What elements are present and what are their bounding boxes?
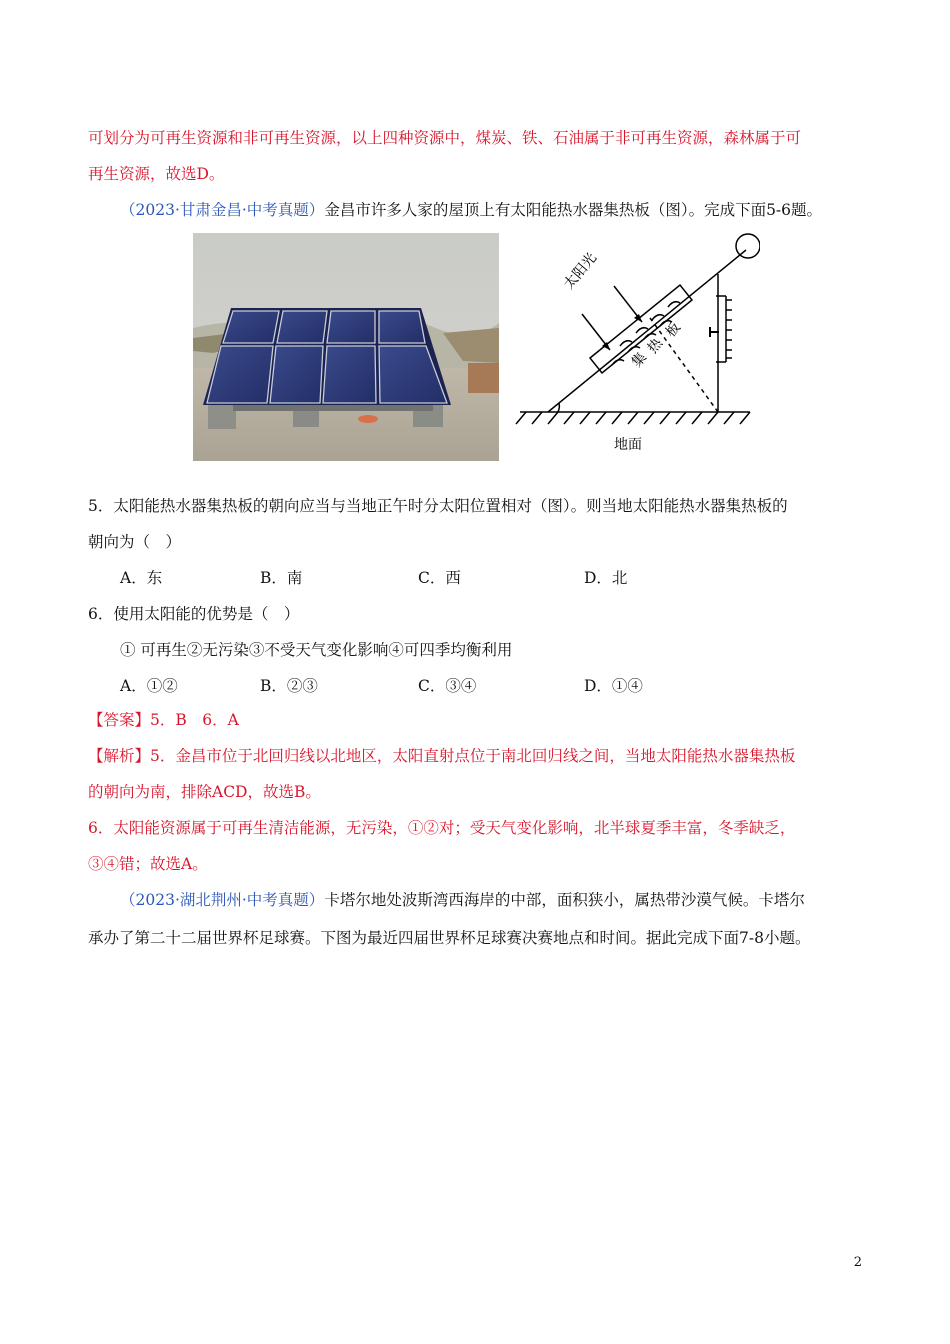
- question-7-8-line-2: 承办了第二十二届世界杯足球赛。下图为最近四届世界杯足球赛决赛地点和时间。据此完成下面7-8小题。: [88, 929, 811, 947]
- question-stem: 卡塔尔地处波斯湾西海岸的中部，面积狭小，属热带沙漠气候。卡塔尔: [324, 891, 805, 909]
- option-5-d: D．北: [584, 569, 628, 587]
- source-tag: （2023·甘肃金昌·中考真题）: [120, 201, 325, 219]
- option-6-d: D．①④: [584, 677, 643, 695]
- sunlight-label: 太阳光: [560, 250, 601, 293]
- intro-line-2: 再生资源，故选D。: [88, 165, 225, 183]
- question-7-8-intro: [120, 890, 805, 910]
- intro-line-1: 可划分为可再生资源和非可再生资源，以上四种资源中，煤炭、铁、石油属于非可再生资源，森林属于可: [88, 129, 802, 147]
- option-6-c: C．③④: [418, 677, 477, 695]
- solar-collector-diagram: [510, 228, 760, 458]
- option-6-b: B．②③: [260, 677, 318, 695]
- question-stem: 金昌市许多人家的屋顶上有太阳能热水器集热板（图）。完成下面5-6题。: [324, 201, 823, 219]
- source-tag: （2023·湖北荆州·中考真题）: [120, 891, 325, 909]
- analysis-line-1: 【解析】5．金昌市位于北回归线以北地区，太阳直射点位于南北回归线之间，当地太阳能热水器集热板: [88, 747, 796, 765]
- question-5-line-2: 朝向为（ ）: [88, 533, 182, 551]
- solar-panel-photo: [193, 233, 499, 461]
- option-5-a: A．东: [120, 569, 163, 587]
- answer-line: 【答案】5．B 6．A: [88, 711, 239, 729]
- collector-label-3: 板: [662, 319, 685, 341]
- option-6-a: A．①②: [120, 677, 178, 695]
- question-5-6-intro: [120, 200, 822, 220]
- page-number: 2: [853, 1255, 862, 1270]
- question-6-stem: 6．使用太阳能的优势是（ ）: [88, 605, 300, 623]
- analysis-line-3: 6．太阳能资源属于可再生清洁能源，无污染，①②对；受天气变化影响，北半球夏季丰富，冬季缺乏，: [88, 819, 796, 837]
- analysis-line-2: 的朝向为南，排除ACD，故选B。: [88, 783, 321, 801]
- ground-label: 地面: [614, 437, 642, 453]
- option-5-c: C．西: [418, 569, 461, 587]
- question-6-items: ① 可再生②无污染③不受天气变化影响④可四季均衡利用: [120, 641, 513, 659]
- option-5-b: B．南: [260, 569, 303, 587]
- question-5-line-1: 5．太阳能热水器集热板的朝向应当与当地正午时分太阳位置相对（图）。则当地太阳能热水器集热板的: [88, 497, 788, 515]
- analysis-line-4: ③④错；故选A。: [88, 855, 208, 873]
- collector-label-1: 集: [628, 349, 651, 371]
- collector-label-2: 热: [644, 335, 667, 357]
